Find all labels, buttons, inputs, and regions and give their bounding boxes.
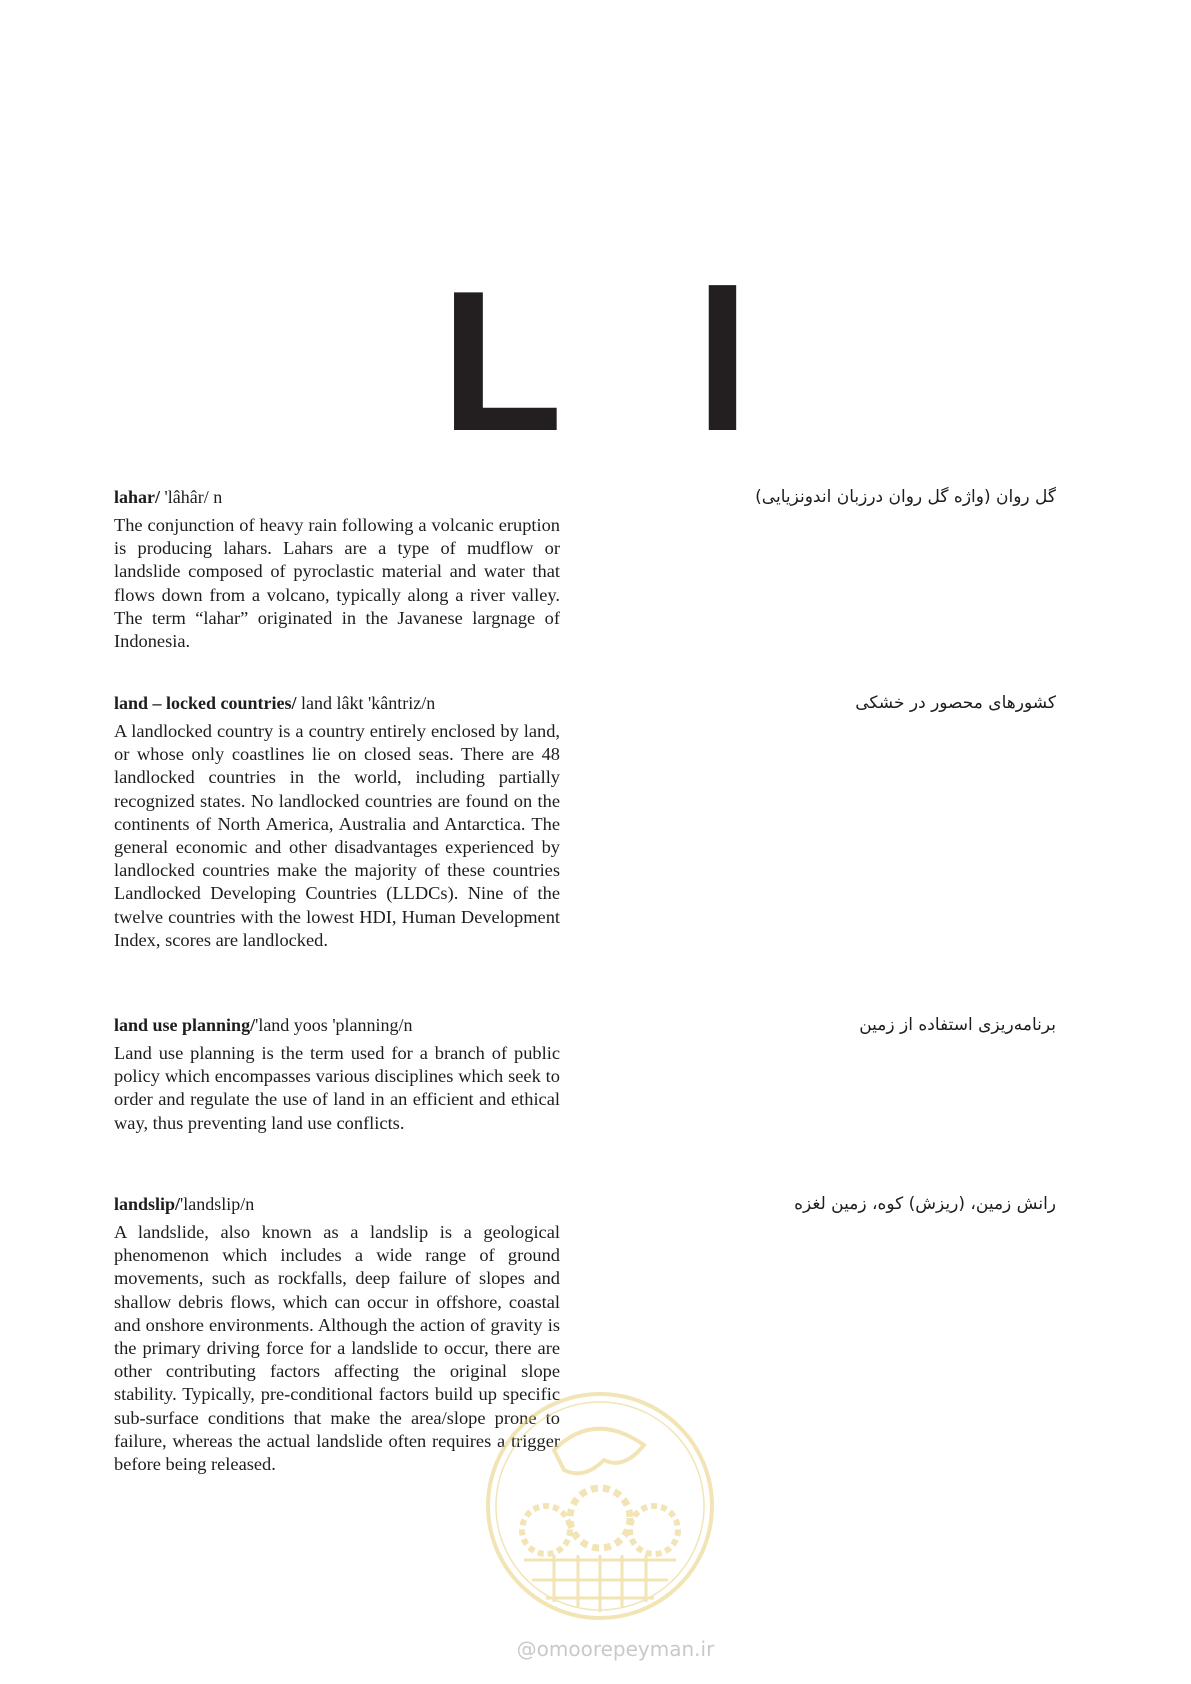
entry-pronunciation: land lâkt 'kântriz/n [296,693,436,713]
glossary-entry-land-use-planning [114,1014,560,1135]
entry-term: land use planning/ [114,1015,256,1035]
entry-term: land – locked countries/ [114,693,297,713]
entry-term: lahar/ [114,487,161,507]
entry-persian-translation: کشورهای محصور در خشکی [855,693,1056,713]
entry-definition: Land use planning is the term used for a branch of public policy which encompasses various disciplines which seek to order and regulate the use of land in an efficient and ethical way, thus preventing land use conflicts. [114,1043,560,1133]
glossary-entry-landlocked-countries [114,692,560,952]
entry-persian-translation: برنامه‌ریزی استفاده از زمین [859,1015,1056,1035]
section-letter-heading: L l [440,250,791,473]
entry-pronunciation: 'lâhâr/ n [160,487,223,507]
entry-persian-translation: رانش زمین، (ریزش) کوه، زمین لغزه [794,1194,1056,1214]
watermark-seal-icon [484,1390,716,1622]
watermark-handle: @omoorepeyman.ir [516,1637,715,1661]
entry-headword [114,1193,560,1215]
entry-definition: A landslide, also known as a landslip is a geological phenomenon which includes a wide range of ground movements, such as rockfalls, deep failure of slopes and shallow debris flows, which can occur in offshore, coastal and onshore environments. Although the action of gravity is the primary driving force for a landslide to occur, there are other contributing factors affecting the original slope stability. Typically, pre-conditional factors build up specific sub-surface conditions that make the area/slope prone to failure, whereas the actual landslide often requires a trigger before being released. [114,1222,560,1475]
entry-pronunciation: 'land yoos 'planning/n [255,1015,413,1035]
entry-definition: A landlocked country is a country entirely enclosed by land, or whose only coastlines lie on closed seas. There are 48 landlocked countries in the world, including partially recognized states. No landlocked countries are found on the continents of North America, Australia and Antarctica. The general economic and other disadvantages experienced by landlocked countries make the majority of these countries Landlocked Developing Countries (LLDCs). Nine of the twelve countries with the lowest HDI, Human Development Index, scores are landlocked. [114,721,560,950]
entry-persian-translation: گل روان (واژه گل روان درزبان اندونزیایی) [755,487,1056,507]
entry-headword [114,1014,560,1036]
glossary-entry-lahar [114,486,560,653]
entry-headword [114,692,560,714]
entry-headword [114,486,560,508]
entry-term: landslip/ [114,1194,181,1214]
entry-definition: The conjunction of heavy rain following a volcanic eruption is producing lahars. Lahars are a type of mudflow or landslide composed of pyroclastic material and water that flows down from a volcano, typically along a river valley. The term “lahar” originated in the Javanese largnage of Indonesia. [114,515,560,652]
entry-pronunciation: 'landslip/n [180,1194,255,1214]
